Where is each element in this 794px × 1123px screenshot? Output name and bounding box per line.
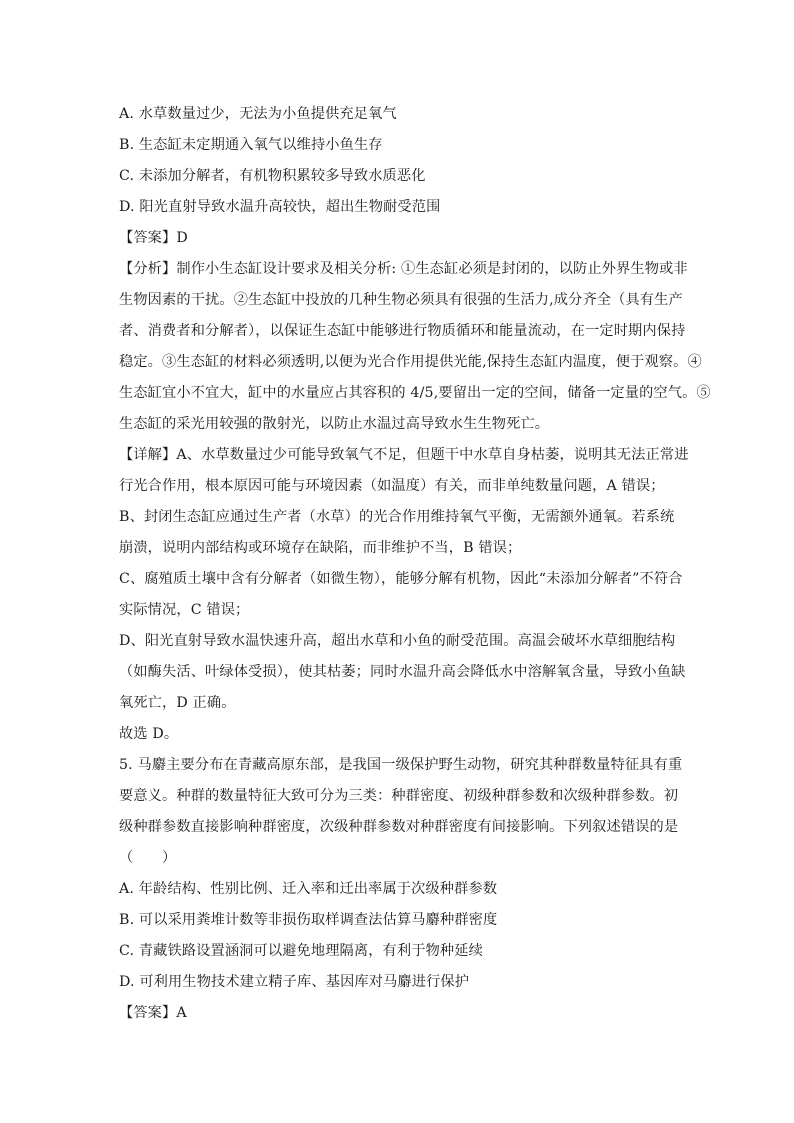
q4-detail-line: B、封闭生态缸应通过生产者（水草）的光合作用维持氧气平衡，无需额外通氧。若系统 — [119, 509, 675, 525]
q4-conclusion: 故选 D。 — [119, 726, 179, 742]
q4-detail-line: D、阳光直射导致水温快速升高，超出水草和小鱼的耐受范围。高温会破坏水草细胞结构 — [119, 633, 676, 649]
q4-detail-line: 【详解】A、水草数量过少可能导致氧气不足，但题干中水草自身枯萎，说明其无法正常进 — [119, 447, 689, 463]
q4-analysis-line: 生物因素的干扰。②生态缸中投放的几种生物必须具有很强的生活力,成分齐全（具有生产 — [119, 292, 683, 308]
q4-option-b: B. 生态缸未定期通入氧气以维持小鱼生存 — [119, 137, 383, 153]
q4-option-d: D. 阳光直射导致水温升高较快，超出生物耐受范围 — [119, 199, 441, 215]
q4-detail-line: C、腐殖质土壤中含有分解者（如微生物），能够分解有机物，因此“未添加分解者”不符合 — [119, 571, 683, 587]
q5-option-d: D. 可利用生物技术建立精子库、基因库对马麝进行保护 — [119, 974, 470, 990]
q4-analysis-line: 者、消费者和分解者），以保证生态缸中能够进行物质循环和能量流动，在一定时期内保持 — [119, 323, 686, 339]
q4-analysis-line: 【分析】制作小生态缸设计要求及相关分析: ①生态缸必须是封闭的，以防止外界生物或非 — [119, 261, 688, 277]
q4-analysis-line: 生态缸宜小不宜大，缸中的水量应占其容积的 4/5,要留出一定的空间，储备一定量的空气。⑤ — [119, 385, 711, 401]
q4-answer: 【答案】D — [119, 230, 188, 246]
q5-answer: 【答案】A — [119, 1005, 187, 1021]
q4-option-a: A. 水草数量过少，无法为小鱼提供充足氧气 — [119, 106, 397, 122]
q5-stem-line: 级种群参数直接影响种群密度，次级种群参数对种群密度有间接影响。下列叙述错误的是 — [119, 819, 679, 835]
q5-option-c: C. 青藏铁路设置涵洞可以避免地理隔离，有利于物种延续 — [119, 943, 483, 959]
q4-detail-line: （如酶失活、叶绿体受损），使其枯萎；同时水温升高会降低水中溶解氧含量，导致小鱼缺 — [119, 664, 686, 680]
q5-stem-line: 要意义。种群的数量特征大致可分为三类：种群密度、初级种群参数和次级种群参数。初 — [119, 788, 679, 804]
q5-option-a: A. 年龄结构、性别比例、迁入率和迁出率属于次级种群参数 — [119, 881, 498, 897]
q4-option-c: C. 未添加分解者，有机物积累较多导致水质恶化 — [119, 168, 426, 184]
q5-answer-blank: （ ） — [119, 850, 177, 866]
q4-detail-line: 崩溃，说明内部结构或环境存在缺陷，而非维护不当，B 错误； — [119, 540, 522, 556]
q4-detail-line: 行光合作用，根本原因可能与环境因素（如温度）有关，而非单纯数量问题，A 错误； — [119, 478, 665, 494]
q5-stem-line: 5. 马麝主要分布在青藏高原东部，是我国一级保护野生动物，研究其种群数量特征具有重 — [119, 757, 683, 773]
q5-option-b: B. 可以采用粪堆计数等非损伤取样调查法估算马麝种群密度 — [119, 912, 498, 928]
q4-detail-line: 氧死亡，D 正确。 — [119, 695, 236, 711]
q4-analysis-line: 生态缸的采光用较强的散射光，以防止水温过高导致水生生物死亡。 — [119, 416, 550, 432]
q4-analysis-line: 稳定。③生态缸的材料必须透明,以便为光合作用提供光能,保持生态缸内温度，便于观察。④ — [119, 354, 702, 370]
q4-detail-line: 实际情况，C 错误； — [119, 602, 250, 618]
